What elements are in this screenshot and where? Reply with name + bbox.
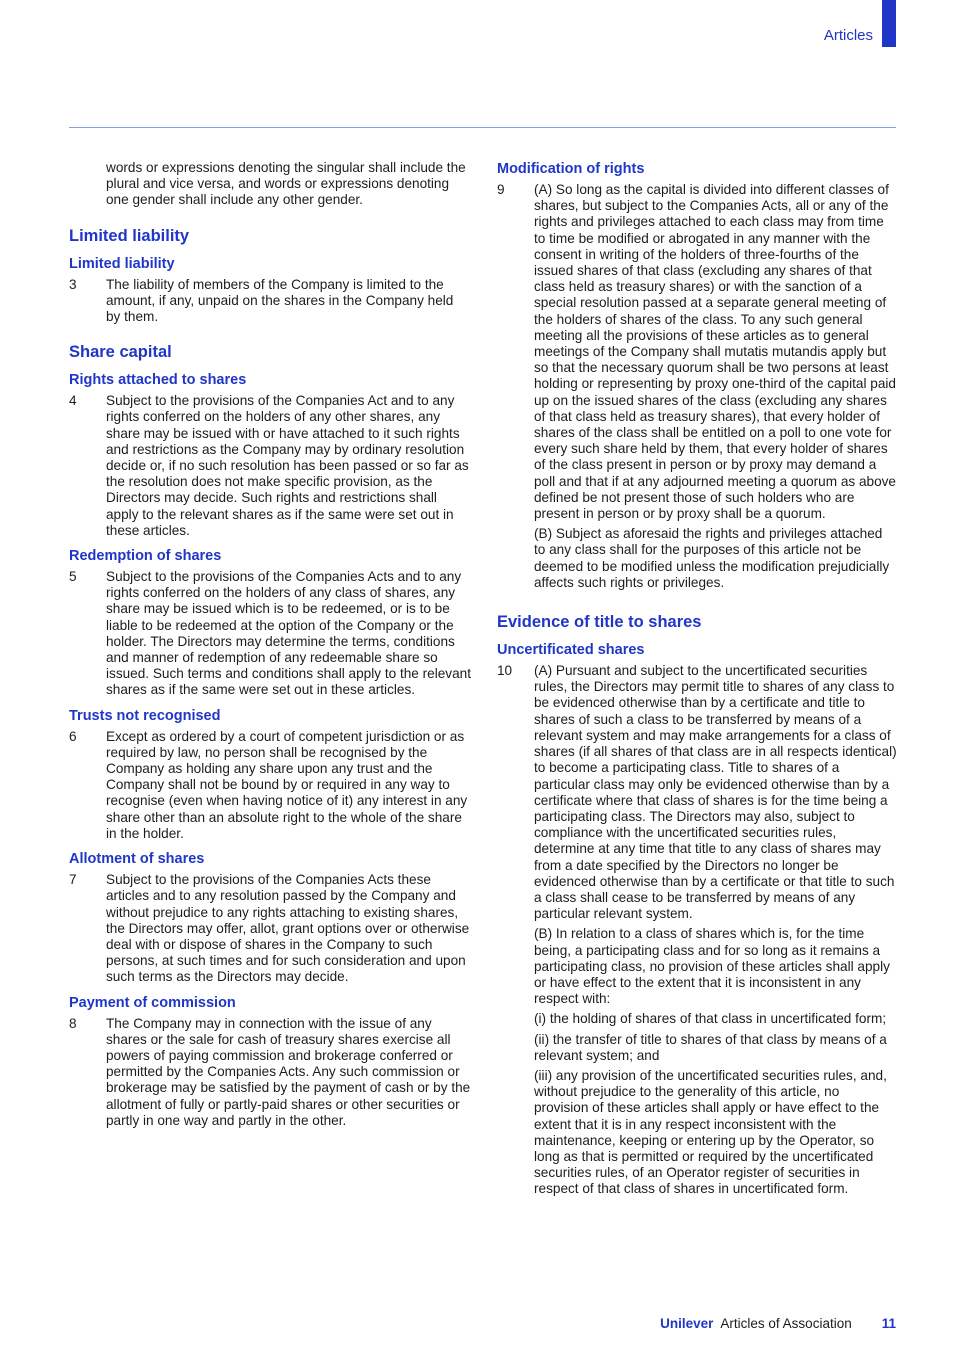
- section-title-evidence: Evidence of title to shares: [497, 613, 702, 632]
- article-text: Subject to the provisions of the Companies Acts and to any rights conferred on the holders of any class of shares, any share may be issued which is to be redeemed, or is to be liable to be redeemed at the option of the Company or the holder. The Directors may determine the terms, conditions and manner of redemption of any redeemable share so issued. Such terms and conditions shall apply to the relevant shares as if the same were set out in these articles.: [106, 569, 471, 698]
- subhead-redemption: Redemption of shares: [69, 548, 222, 565]
- page-number: 11: [881, 1316, 896, 1331]
- document-title: Articles of Association: [720, 1316, 852, 1331]
- subhead-modification: Modification of rights: [497, 161, 645, 177]
- article-6: [69, 729, 471, 842]
- section-title-share-capital: Share capital: [69, 343, 172, 362]
- article-text: The liability of members of the Company is limited to the amount, if any, unpaid on the shares in the Company held by them.: [106, 276, 454, 325]
- article-paragraph: (A) So long as the capital is divided into different classes of shares, but subject to the Companies Acts, all or any of the rights and privileges attached to each class may from time to time be modified or abrogated in any manner with the consent in writing of the holders of three-fourths of the issued shares of that class (excluding any shares of that class held as treasury shares) or with the sanction of a special resolution passed at a separate general meeting of the holders of shares of the class. To any such general meeting all the provisions of these articles as to general meetings of the Company shall mutatis mutandis apply but so that the necessary quorum shall be two persons at least holding or representing by proxy one-third of the capital paid up on the issued shares of the class (excluding any shares of that class held as treasury shares), that every holder of shares of the class shall be entitled on a poll to one vote for every such share held by them, that every holder of shares of the class present in person or by proxy may demand a poll and that if at any adjourned meeting a quorum as above defined be not present those of such holders who are present in person or by proxy shall be a quorum.: [534, 182, 896, 522]
- header-accent-tab: [882, 0, 896, 47]
- subhead-allotment: Allotment of shares: [69, 851, 205, 868]
- brand-name: Unilever: [660, 1316, 714, 1331]
- article-number: 9: [497, 182, 505, 197]
- article-text: The Company may in connection with the issue of any shares or the sale for cash of treasury shares exercise all powers of paying commission and brokerage conferred or permitted by the Companies Acts. Any such commission or brokerage may be satisfied by the payment of cash or by the allotment of fully or partly-paid shares or other securities or partly in one way and partly in the other.: [106, 1015, 471, 1128]
- subhead-limited-liability: Limited liability: [69, 255, 175, 272]
- article-number: 5: [69, 569, 77, 585]
- article-paragraph: (B) Subject as aforesaid the rights and privileges attached to any class shall for the purposes of this article not be deemed to be modified unless the modification prejudicially affects such rights or privileges.: [534, 526, 890, 590]
- article-list-item: (i) the holding of shares of that class in uncertificated form;: [534, 1011, 887, 1027]
- section-title-limited-liability: Limited liability: [69, 226, 190, 245]
- subhead-rights-attached: Rights attached to shares: [69, 372, 247, 389]
- article-list-item: (iii) any provision of the uncertificated securities rules, and, without prejudice to the generality of this article, no provision of these articles shall apply or have effect to the extent that it is in any respect inconsistent with the maintenance, keeping or entering up by the Operator, so long as that is permitted or required by the uncertificated securities rules, of an Operator register of securities in respect of that class of shares in uncertificated form.: [534, 1067, 887, 1197]
- subhead-trusts: Trusts not recognised: [69, 707, 221, 724]
- subhead-uncertificated: Uncertificated shares: [497, 642, 645, 659]
- article-3: [69, 277, 471, 326]
- article-text: Subject to the provisions of the Companies Acts these articles and to any resolution passed by the Company and without prejudice to any rights attaching to existing shares, the Directors may offer, allot, grant options over or otherwise deal with or dispose of shares in the Company to such persons, at such times and for such consideration and upon such terms as the Directors may decide.: [106, 872, 470, 985]
- article-5: [69, 569, 471, 699]
- article-number: 8: [69, 1015, 77, 1031]
- article-7: [69, 872, 471, 985]
- article-body: [534, 182, 897, 595]
- article-number: 6: [69, 728, 77, 744]
- article-9: [497, 182, 897, 595]
- subhead-commission: Payment of commission: [69, 994, 236, 1011]
- header-divider: [69, 127, 896, 128]
- article-number: 4: [69, 393, 77, 409]
- article-body: [534, 663, 897, 1202]
- article-10: [497, 663, 897, 1202]
- intro-text: words or expressions denoting the singular shall include the plural and vice versa, and words or expressions denoting one gender shall include any other gender.: [106, 160, 466, 208]
- article-4: [69, 393, 471, 539]
- article-number: 7: [69, 872, 77, 888]
- article-8: [69, 1016, 471, 1129]
- article-text: Subject to the provisions of the Companies Act and to any rights conferred on the holders of any other shares, any share may be issued with or have attached to it such rights and restrictions as the Company may by ordinary resolution decide or, if no such resolution has been passed or so far as the resolution does not make specific provision, as the Directors may decide. Such rights and restrictions shall apply to the relevant shares as if the same were set out in these articles.: [106, 393, 469, 538]
- header-section-label: Articles: [823, 27, 873, 44]
- right-column: [497, 160, 897, 1202]
- article-paragraph: (A) Pursuant and subject to the uncertificated securities rules, the Directors may permit title to shares of any class to be evidenced otherwise than by a certificate and title to shares of such a class to be transferred by means of a relevant system and may make arrangements for a class of shares (if all shares of that class are in all respects identical) to become a participating class. Title to shares of a particular class may only be evidenced otherwise than by a certificate where that class of shares is for the time being a participating class. The Directors may also, subject to compliance with the uncertificated securities rules, determine at any time that title to any class of shares may from a date specified by the Directors no longer be evidenced otherwise than by a certificate or that title to such a class shall cease to be transferred by means of any particular relevant system.: [534, 663, 897, 922]
- article-list-item: (ii) the transfer of title to shares of that class by means of a relevant system; and: [534, 1031, 887, 1063]
- left-column: [69, 160, 471, 1129]
- article-paragraph: (B) In relation to a class of shares which is, for the time being, a participating class and for so long as it remains a participating class, no provision of these articles shall apply or have effect to the extent that it is inconsistent in any respect with:: [534, 926, 890, 1007]
- page-footer: [660, 1316, 896, 1331]
- article-number: 10: [497, 663, 513, 679]
- article-text: Except as ordered by a court of competent jurisdiction or as required by law, no person shall be recognised by the Company as holding any share upon any trust and the Company shall not be bound by or required in any way to recognise (even when having notice of it) any interest in any share other than an absolute right to the whole of the share in the holder.: [106, 728, 468, 841]
- article-number: 3: [69, 276, 77, 292]
